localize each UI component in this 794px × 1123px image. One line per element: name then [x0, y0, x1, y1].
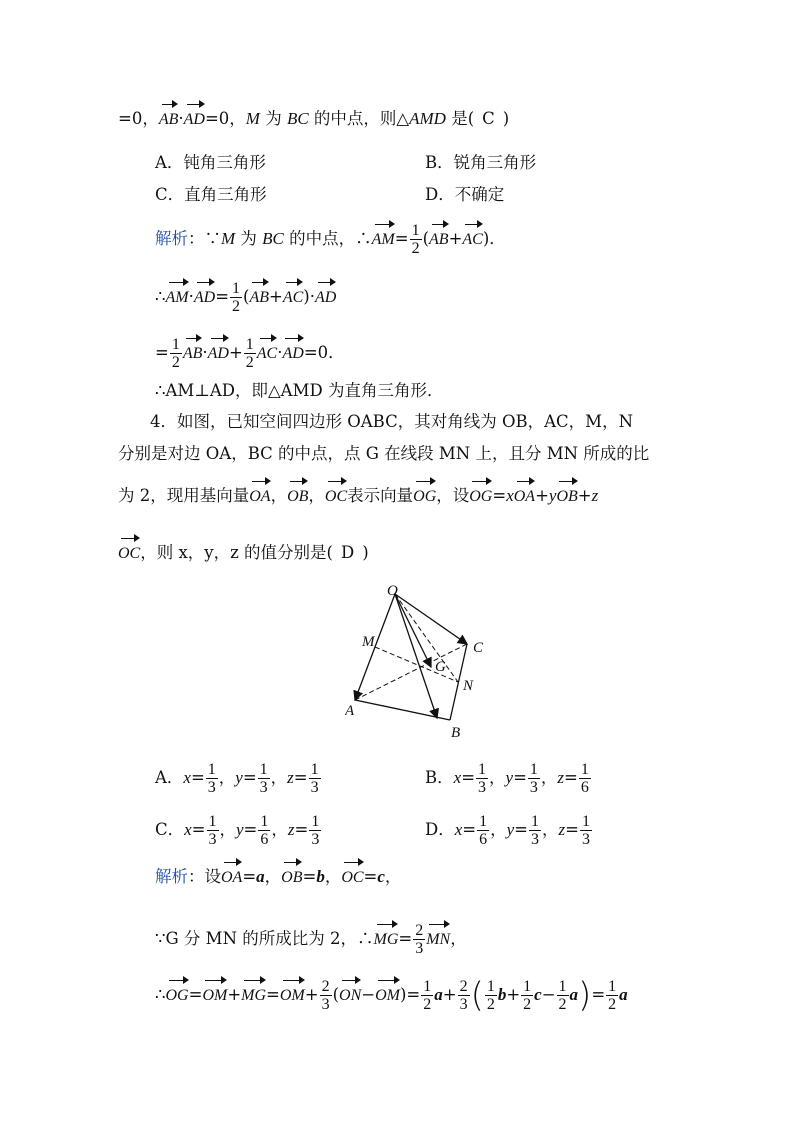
q4-solution-line-1: 解析：设OA=a，OB=b，OC=c，	[155, 866, 401, 889]
q3-stem-mid: =0，	[204, 109, 246, 128]
label-m: M	[362, 634, 375, 650]
q3-option-a: A．钝角三角形	[155, 153, 266, 172]
q3-solution-line-2: ∴AM·AD= $\frac{1}{2}$ (AB+AC)·AD	[155, 280, 337, 315]
q4-stem-line-2: 分别是对边 OA，BC 的中点，点 G 在线段 MN 上，且分 MN 所成的比	[118, 444, 650, 463]
edge-og	[395, 594, 431, 667]
label-o: O	[387, 583, 398, 599]
edge-ob	[395, 594, 437, 718]
q4-option-b: B．x= $\frac{1}{3}$ ，y= $\frac{1}{3}$ ，z= $\frac{1}{6}$	[425, 761, 589, 796]
edge-ac-dashed	[355, 644, 467, 700]
q4-option-c: C．x= $\frac{1}{3}$ ，y= $\frac{1}{6}$ ，z= $\frac{1}{3}$	[155, 813, 320, 848]
q3-option-d: D．不确定	[425, 185, 505, 204]
q3-solution-line-1: 解析：∵M 为 BC 的中点，∴AM= $\frac{1}{2}$ (AB+AC)．	[155, 222, 506, 257]
q4-solution-label: 解析	[155, 867, 188, 886]
q4-stem-line-1: 4．如图，已知空间四边形 OABC，其对角线为 OB，AC，M，N	[150, 412, 634, 431]
edge-on-dashed	[395, 594, 458, 682]
q4-stem-line-3: 为 2，现用基向量OA，OB，OC表示向量OG，设OG=xOA+yOB+z	[118, 485, 598, 508]
label-b: B	[451, 725, 461, 741]
q4-stem-line-4: OC，则 x，y，z 的值分别是( D )	[118, 542, 369, 565]
q3-option-b: B．锐角三角形	[425, 153, 537, 172]
label-g: G	[435, 659, 446, 675]
q3-option-c: C．直角三角形	[155, 185, 267, 204]
q4-answer: D	[340, 543, 355, 562]
q4-solution-line-3: ∴OG=OM+MG=OM+ $\frac{2}{3}$ (ON−OM)= $\frac{1}{2}$ a+ $\frac{2}{3}$ ( $\frac{1}{2}$ b+ $\frac{1}{2}$ c− $\frac{1}{2}$ a)= $\frac{1}{2}$ a	[155, 975, 628, 1016]
edge-ab	[355, 700, 450, 720]
q3-stem-tail: =0，	[118, 109, 159, 128]
q4-option-d: D．x= $\frac{1}{6}$ ，y= $\frac{1}{3}$ ，z= $\frac{1}{3}$	[425, 813, 590, 848]
q3-solution-label: 解析	[155, 229, 188, 248]
tetrahedron-figure	[345, 582, 490, 742]
q4-option-a: A．x= $\frac{1}{3}$ ，y= $\frac{1}{3}$ ，z= $\frac{1}{3}$	[155, 761, 319, 796]
label-a: A	[345, 703, 355, 719]
q3-solution-line-3: = $\frac{1}{2}$ AB·AD+ $\frac{1}{2}$ AC·AD=0．	[155, 336, 345, 371]
edge-oc	[395, 594, 467, 644]
label-c: C	[473, 640, 484, 656]
label-n: N	[463, 678, 474, 694]
q3-stem-line: =0，AB·AD=0，M 为 BC 的中点，则△AMD 是( C )	[118, 108, 509, 131]
q3-answer: C	[482, 109, 495, 128]
q3-conclusion: ∴AM⊥AD，即△AMD 为直角三角形．	[155, 381, 444, 400]
q4-solution-line-2: ∵G 分 MN 的所成比为 2，∴MG= $\frac{2}{3}$ MN，	[155, 922, 467, 957]
